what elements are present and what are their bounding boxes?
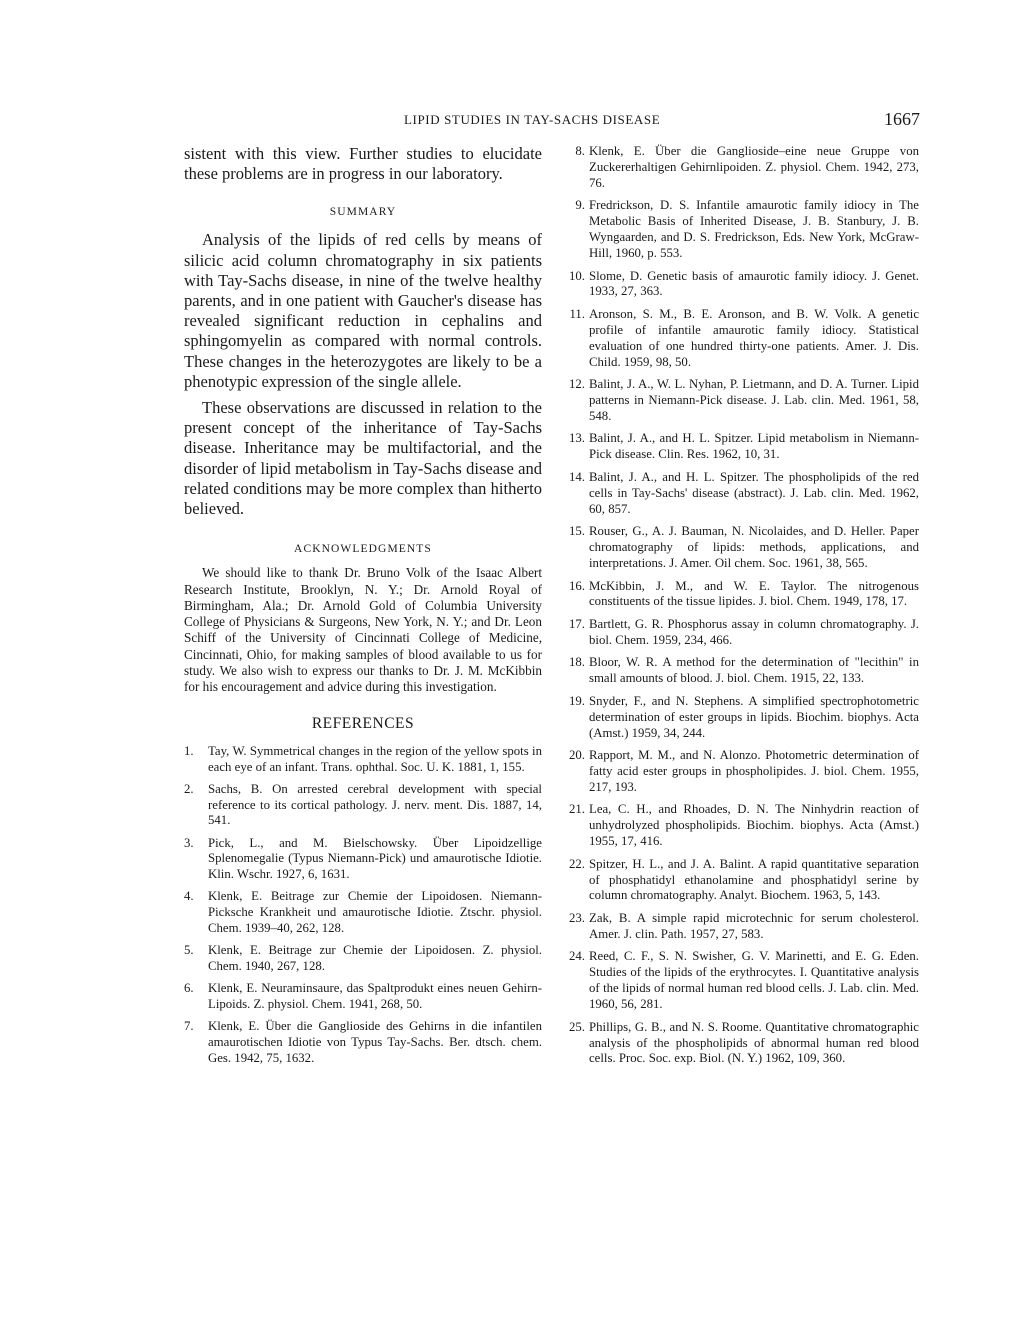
reference-number: 15. xyxy=(569,524,585,539)
reference-text: Balint, J. A., W. L. Nyhan, P. Lietmann, and D. A. Turner. Lipid patterns in Niemann-Pick disease. J. Lab. clin. Med. 1961, 58, 548. xyxy=(589,377,919,423)
reference-number: 13. xyxy=(569,431,585,446)
reference-text: Fredrickson, D. S. Infantile amaurotic family idiocy in The Metabolic Basis of Inherited Disease, J. B. Stanbury, J. B. Wyngaarden, and D. S. Fredrickson, Eds. New York, McGraw-Hill, 1960, p. 553. xyxy=(589,198,919,261)
reference-text: Klenk, E. Über die Ganglioside des Gehirns in die infantilen amaurotischen Idiotie von Typus Tay-Sachs. Ber. dtsch. chem. Ges. 1942, 75, 1632. xyxy=(208,1019,542,1066)
reference-item xyxy=(565,949,919,1013)
reference-text: Snyder, F., and N. Stephens. A simplified spectrophotometric determination of ester groups in lipids. Biochim. biophys. Acta (Amst.) 1959, 34, 244. xyxy=(589,693,919,740)
reference-number: 19. xyxy=(569,693,585,708)
reference-number: 3. xyxy=(184,835,194,850)
reference-item xyxy=(565,579,919,611)
reference-text: Sachs, B. On arrested cerebral development with special reference to its cortical pathology. J. nerv. ment. Dis. 1887, 14, 541. xyxy=(208,781,542,828)
reference-item xyxy=(184,1019,542,1067)
reference-number: 22. xyxy=(569,856,585,871)
reference-item xyxy=(565,655,919,687)
reference-text: Pick, L., and M. Bielschowsky. Über Lipoidzellige Splenomegalie (Typus Niemann-Pick) und amaurotische Idiotie. Klin. Wschr. 1927, 6, 1631. xyxy=(208,835,542,882)
summary-heading: SUMMARY xyxy=(329,206,397,219)
continuation-paragraph: sistent with this view. Further studies to elucidate these problems are in progress in our laboratory. xyxy=(184,144,542,184)
reference-list-right xyxy=(565,144,919,1067)
reference-text: McKibbin, J. M., and W. E. Taylor. The nitrogenous constituents of the tissue lipides. J. biol. Chem. 1949, 178, 17. xyxy=(589,578,919,609)
reference-text: Klenk, E. Beitrage zur Chemie der Lipoidosen. Z. physiol. Chem. 1940, 267, 128. xyxy=(208,943,542,974)
reference-text: Klenk, E. Über die Ganglioside–eine neue Gruppe von Zuckererhaltigen Gehirnlipoiden. Z. physiol. Chem. 1942, 273, 76. xyxy=(589,144,919,190)
reference-text: Tay, W. Symmetrical changes in the region of the yellow spots in each eye of an infant. Trans. ophthal. Soc. U. K. 1881, 1, 155. xyxy=(208,743,542,774)
reference-item xyxy=(565,524,919,572)
reference-list-left xyxy=(184,744,542,1067)
reference-number: 14. xyxy=(569,469,585,484)
reference-item xyxy=(565,377,919,425)
reference-text: Spitzer, H. L., and J. A. Balint. A rapid quantitative separation of phosphatidyl ethanolamine and phosphatidyl serine by column chromatography. Analyt. Biochem. 1963, 5, 143. xyxy=(589,856,919,903)
right-column xyxy=(565,144,919,1074)
reference-text: Rouser, G., A. J. Bauman, N. Nicolaides, and D. Heller. Paper chromatography of lipids: methods, applications, and interpretations. J. Amer. Oil chem. Soc. 1961, 38, 565. xyxy=(589,524,919,570)
reference-item xyxy=(184,836,542,884)
acknowledgments-heading: ACKNOWLEDGMENTS xyxy=(294,543,432,556)
reference-text: Lea, C. H., and Rhoades, D. N. The Ninhydrin reaction of unhydrolyzed phospholipids. Biochim. biophys. Acta (Amst.) 1955, 17, 416. xyxy=(589,802,919,849)
page-header xyxy=(0,109,1020,136)
reference-number: 16. xyxy=(569,578,585,593)
reference-item xyxy=(184,981,542,1013)
references-heading: REFERENCES xyxy=(311,714,415,732)
reference-item xyxy=(565,470,919,518)
left-column xyxy=(184,144,542,1073)
reference-text: Slome, D. Genetic basis of amaurotic family idiocy. J. Genet. 1933, 27, 363. xyxy=(589,268,919,299)
reference-number: 12. xyxy=(569,377,585,392)
reference-text: Balint, J. A., and H. L. Spitzer. Lipid metabolism in Niemann-Pick disease. Clin. Res. 1962, 10, 31. xyxy=(589,431,919,462)
reference-item xyxy=(565,694,919,742)
reference-number: 6. xyxy=(184,981,194,996)
reference-number: 17. xyxy=(569,616,585,631)
reference-item xyxy=(565,617,919,649)
acknowledgments-text: We should like to thank Dr. Bruno Volk of the Isaac Albert Research Institute, Brooklyn, N. Y.; Dr. Arnold Royal of Birmingham, Ala.; Dr. Arnold Gold of Columbia University College of Physicians & Surgeons, New York, N. Y.; and Dr. Leon Schiff of the University of Cincinnati College of Medicine, Cincinnati, Ohio, for making samples of blood available to us for study. We also wish to express our thanks to Dr. J. M. McKibbin for his encouragement and advice during this investigation. xyxy=(184,565,542,695)
reference-number: 2. xyxy=(184,781,194,796)
reference-number: 4. xyxy=(184,889,194,904)
summary-paragraph: Analysis of the lipids of red cells by means of silicic acid column chromatography in six patients with Tay-Sachs disease, in nine of the twelve healthy parents, and in one patient with Gaucher's disease has revealed significant reduction in cephalins and sphingomyelin as compared with normal controls. These changes in the heterozygotes are likely to be a phenotypic expression of the single allele. xyxy=(184,230,542,391)
reference-item xyxy=(565,1020,919,1068)
reference-item xyxy=(184,943,542,975)
reference-number: 25. xyxy=(569,1019,585,1034)
reference-item xyxy=(565,748,919,796)
reference-item xyxy=(565,269,919,301)
reference-item xyxy=(565,911,919,943)
reference-text: Aronson, S. M., B. E. Aronson, and B. W. Volk. A genetic profile of infantile amaurotic family idiocy. Statistical evaluation of one hundred thirty-one patients. Amer. J. Dis. Child. 1959, 98, 50. xyxy=(589,306,919,369)
reference-number: 10. xyxy=(569,268,585,283)
running-title: LIPID STUDIES IN TAY-SACHS DISEASE xyxy=(404,112,661,127)
reference-number: 8. xyxy=(575,144,585,158)
page-number: 1667 xyxy=(884,109,920,129)
reference-item xyxy=(565,144,919,192)
reference-number: 11. xyxy=(569,306,585,321)
reference-number: 20. xyxy=(569,748,585,763)
reference-number: 9. xyxy=(575,198,585,213)
reference-text: Bartlett, G. R. Phosphorus assay in column chromatography. J. biol. Chem. 1959, 234, 466. xyxy=(589,616,919,647)
reference-item xyxy=(184,889,542,937)
reference-text: Klenk, E. Neuraminsaure, das Spaltprodukt eines neuen Gehirn-Lipoids. Z. physiol. Chem. 1941, 268, 50. xyxy=(208,981,542,1012)
reference-item xyxy=(565,307,919,371)
reference-number: 24. xyxy=(569,949,585,964)
reference-item xyxy=(184,782,542,830)
summary-paragraph: These observations are discussed in relation to the present concept of the inheritance of Tay-Sachs disease. Inheritance may be multifactorial, and the disorder of lipid metabolism in Tay-Sachs disease and related conditions may be more complex than hitherto believed. xyxy=(184,398,542,519)
reference-item xyxy=(565,857,919,905)
reference-number: 23. xyxy=(569,910,585,925)
reference-text: Zak, B. A simple rapid microtechnic for serum cholesterol. Amer. J. clin. Path. 1957, 27, 583. xyxy=(589,910,919,941)
reference-number: 21. xyxy=(569,802,585,817)
reference-item xyxy=(184,744,542,776)
reference-number: 18. xyxy=(569,655,585,670)
reference-item xyxy=(565,198,919,262)
reference-text: Rapport, M. M., and N. Alonzo. Photometric determination of fatty acid ester groups in phospholipides. J. biol. Chem. 1955, 217, 193. xyxy=(589,748,919,794)
reference-number: 1. xyxy=(184,743,194,758)
reference-text: Balint, J. A., and H. L. Spitzer. The phospholipids of the red cells in Tay-Sachs' disease (abstract). J. Lab. clin. Med. 1962, 60, 857. xyxy=(589,469,919,516)
reference-number: 5. xyxy=(184,943,194,958)
reference-text: Bloor, W. R. A method for the determination of "lecithin" in small amounts of blood. J. biol. Chem. 1915, 22, 133. xyxy=(589,655,919,686)
reference-text: Reed, C. F., S. N. Swisher, G. V. Marinetti, and E. G. Eden. Studies of the lipids of the erythrocytes. I. Quantitative analysis of the lipids of normal human red blood cells. J. Lab. clin. Med. 1960, 56, 281. xyxy=(589,949,919,1012)
reference-number: 7. xyxy=(184,1019,194,1034)
reference-text: Klenk, E. Beitrage zur Chemie der Lipoidosen. Niemann-Picksche Krankheit und amaurotische Idiotie. Ztschr. physiol. Chem. 1939–40, 262, 128. xyxy=(208,889,542,936)
reference-item xyxy=(565,431,919,463)
reference-text: Phillips, G. B., and N. S. Roome. Quantitative chromatographic analysis of the phospholipids of abnormal human red blood cells. Proc. Soc. exp. Biol. (N. Y.) 1962, 109, 360. xyxy=(589,1019,919,1066)
reference-item xyxy=(565,802,919,850)
